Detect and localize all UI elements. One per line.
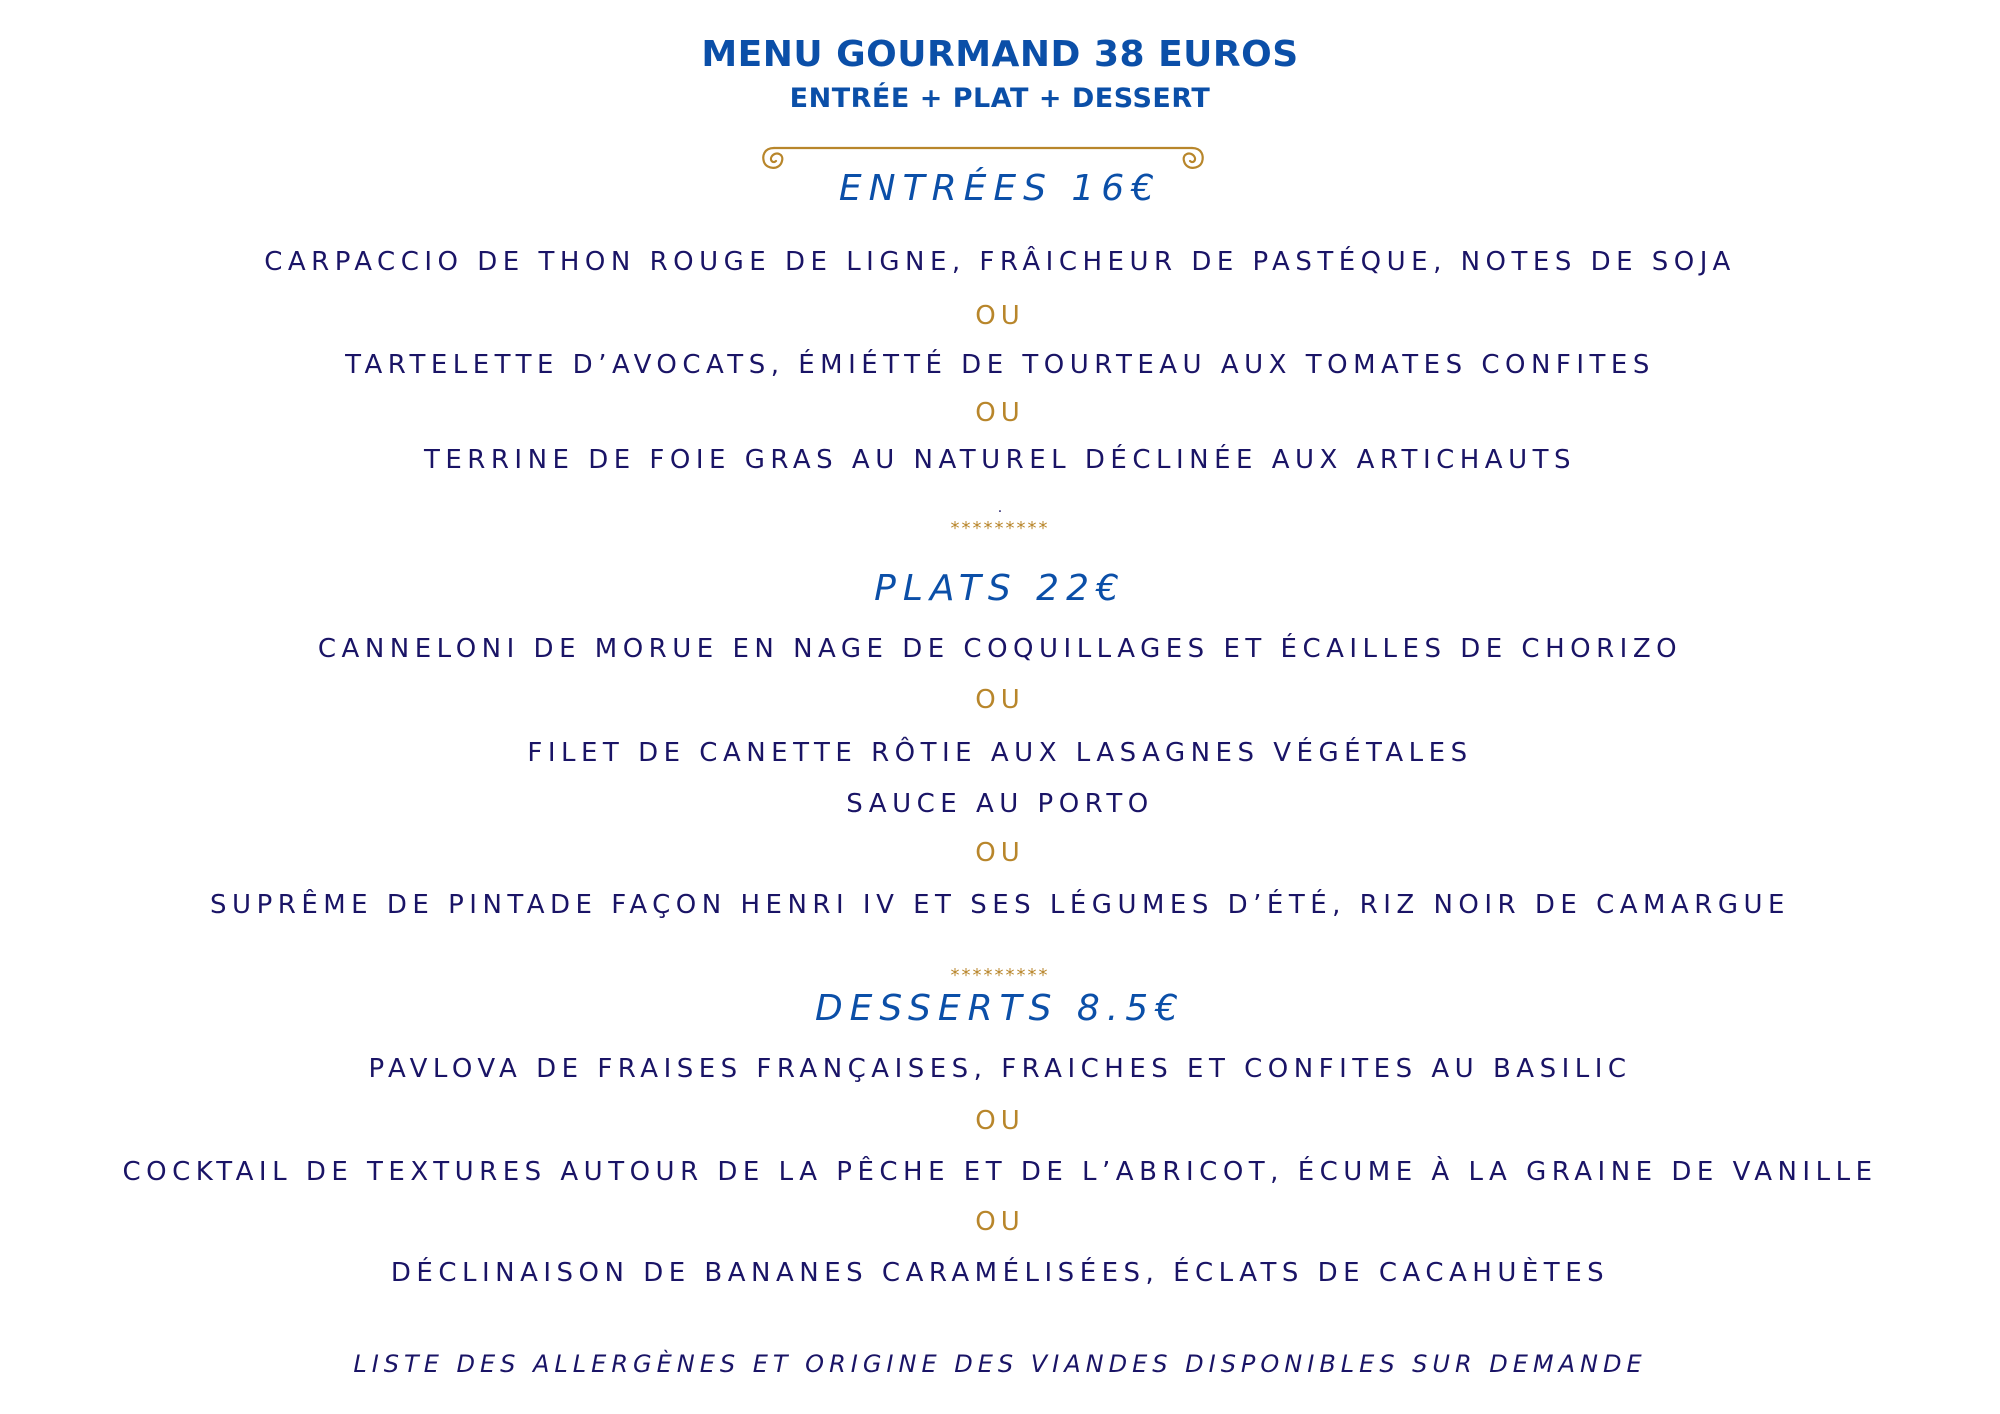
menu-item-plat-sauce: SAUCE AU PORTO — [846, 789, 1154, 819]
section-heading-plats: PLATS 22€ — [874, 568, 1126, 609]
menu-item-dessert: DÉCLINAISON DE BANANES CARAMÉLISÉES, ÉCLATS DE CACAHUÈTES — [390, 1258, 1610, 1288]
menu-item-dessert: COCKTAIL DE TEXTURES AUTOUR DE LA PÊCHE ET DE L’ABRICOT, ÉCUME À LA GRAINE DE VANILLE — [122, 1157, 1878, 1187]
stars-divider: ********* — [950, 965, 1050, 986]
menu-item-entree: TARTELETTE D’AVOCATS, ÉMIÉTTÉ DE TOURTEAU AUX TOMATES CONFITES — [345, 350, 1655, 380]
or-separator: OU — [975, 398, 1025, 428]
or-separator: OU — [975, 685, 1025, 715]
allergen-notice: LISTE DES ALLERGÈNES ET ORIGINE DES VIANDES DISPONIBLES SUR DEMANDE — [353, 1350, 1647, 1378]
menu-item-entree: TERRINE DE FOIE GRAS AU NATUREL DÉCLINÉE AUX ARTICHAUTS — [423, 445, 1577, 475]
menu-item-plat: CANNELONI DE MORUE EN NAGE DE COQUILLAGES ET ÉCAILLES DE CHORIZO — [317, 634, 1683, 664]
dot-mark: . — [997, 500, 1003, 516]
section-heading-desserts: DESSERTS 8.5€ — [814, 988, 1186, 1029]
menu-subtitle: ENTRÉE + PLAT + DESSERT — [789, 83, 1211, 114]
menu-item-dessert: PAVLOVA DE FRAISES FRANÇAISES, FRAICHES ET CONFITES AU BASILIC — [368, 1054, 1632, 1084]
stars-divider: ********* — [950, 518, 1050, 539]
or-separator: OU — [975, 1207, 1025, 1237]
or-separator: OU — [975, 838, 1025, 868]
menu-item-plat: FILET DE CANETTE RÔTIE AUX LASAGNES VÉGÉTALES — [527, 738, 1473, 768]
or-separator: OU — [975, 1106, 1025, 1136]
menu-item-plat: SUPRÊME DE PINTADE FAÇON HENRI IV ET SES LÉGUMES D’ÉTÉ, RIZ NOIR DE CAMARGUE — [210, 890, 1790, 920]
menu-item-entree: CARPACCIO DE THON ROUGE DE LIGNE, FRÂICHEUR DE PASTÉQUE, NOTES DE SOJA — [264, 247, 1736, 277]
menu-title: MENU GOURMAND 38 EUROS — [701, 34, 1299, 75]
or-separator: OU — [975, 301, 1025, 331]
section-heading-entrees: ENTRÉES 16€ — [838, 168, 1162, 209]
